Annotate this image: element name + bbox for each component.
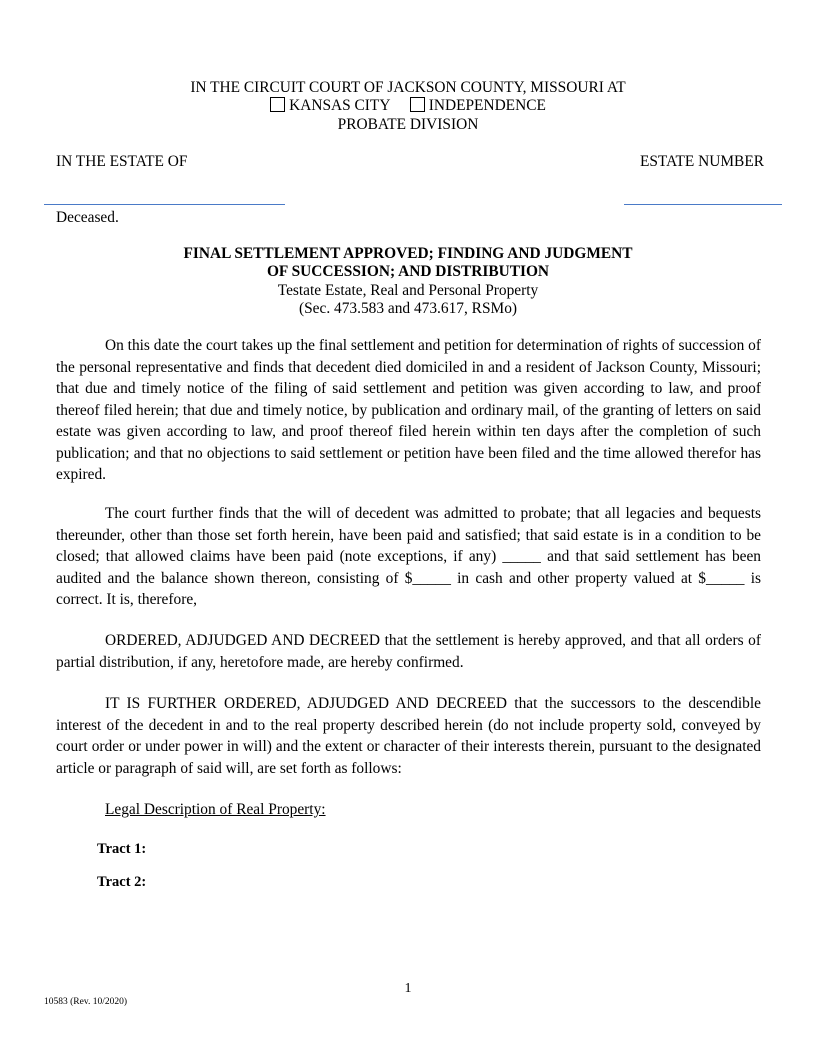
independence-label: INDEPENDENCE: [428, 97, 546, 114]
findings-paragraph: On this date the court takes up the final settlement and petition for determination of rights of succession of the personal representative and finds that decedent died domiciled in and a resident of Jackson County, Missouri; that due and timely notice of the filing of said settlement and petition was given according to law, and proof thereof filed herein; that due and timely notice, by publication and ordinary mail, of the granting of letters on said estate was given according to law, and proof thereof filed herein within ten days after the completion of such publication; and that no objections to said settlement or petition have been filed and the time allowed therefor has expired.: [56, 337, 761, 483]
document-subtitle: Testate Estate, Real and Personal Property: [277, 282, 539, 299]
form-number: 10583 (Rev. 10/2020): [44, 997, 128, 1007]
document-title-line2: OF SUCCESSION; AND DISTRIBUTION: [266, 263, 550, 280]
division-heading: PROBATE DIVISION: [337, 116, 479, 133]
kansas-city-label: KANSAS CITY: [289, 97, 390, 114]
location-options: [0, 97, 816, 115]
settlement-order-paragraph: ORDERED, ADJUDGED AND DECREED that the settlement is hereby approved, and that all orders of partial distribution, if any, heretofore made, are hereby confirmed.: [56, 632, 761, 671]
court-heading: IN THE CIRCUIT COURT OF JACKSON COUNTY, MISSOURI AT: [190, 79, 626, 96]
deceased-label: Deceased.: [56, 209, 119, 226]
legal-description-heading: Legal Description of Real Property:: [105, 801, 326, 818]
estate-number-label: ESTATE NUMBER: [639, 153, 764, 170]
succession-order-paragraph: IT IS FURTHER ORDERED, ADJUDGED AND DECREED that the successors to the descendible interest of the decedent in and to the real property described herein (do not include property sold, conveyed by court order or under power in will) and the extent or character of their interests therein, pursuant to the designated article or paragraph of said will, are set forth as follows:: [56, 695, 761, 777]
decedent-name-field[interactable]: [44, 204, 285, 205]
estate-of-label: IN THE ESTATE OF: [56, 153, 188, 170]
estate-number-field[interactable]: [624, 204, 782, 205]
will-findings-paragraph: The court further finds that the will of decedent was admitted to probate; that all legacies and bequests thereunder, other than those set forth herein, have been paid and satisfied; that said estate is in a condition to be closed; that allowed claims have been paid (note exceptions, if any) _____ and that said settlement has been audited and the balance shown thereon, consisting of $_____ in cash and other property valued at $_____ is correct. It is, therefore,: [56, 505, 761, 608]
statute-reference: (Sec. 473.583 and 473.617, RSMo): [298, 300, 518, 317]
tract-2-label: Tract 2:: [97, 874, 147, 890]
tract-1-label: Tract 1:: [97, 841, 147, 857]
document-title-line1: FINAL SETTLEMENT APPROVED; FINDING AND JUDGMENT: [183, 245, 633, 262]
page-number: 1: [404, 981, 412, 996]
kansas-city-checkbox[interactable]: [270, 97, 285, 112]
independence-checkbox[interactable]: [410, 97, 425, 112]
